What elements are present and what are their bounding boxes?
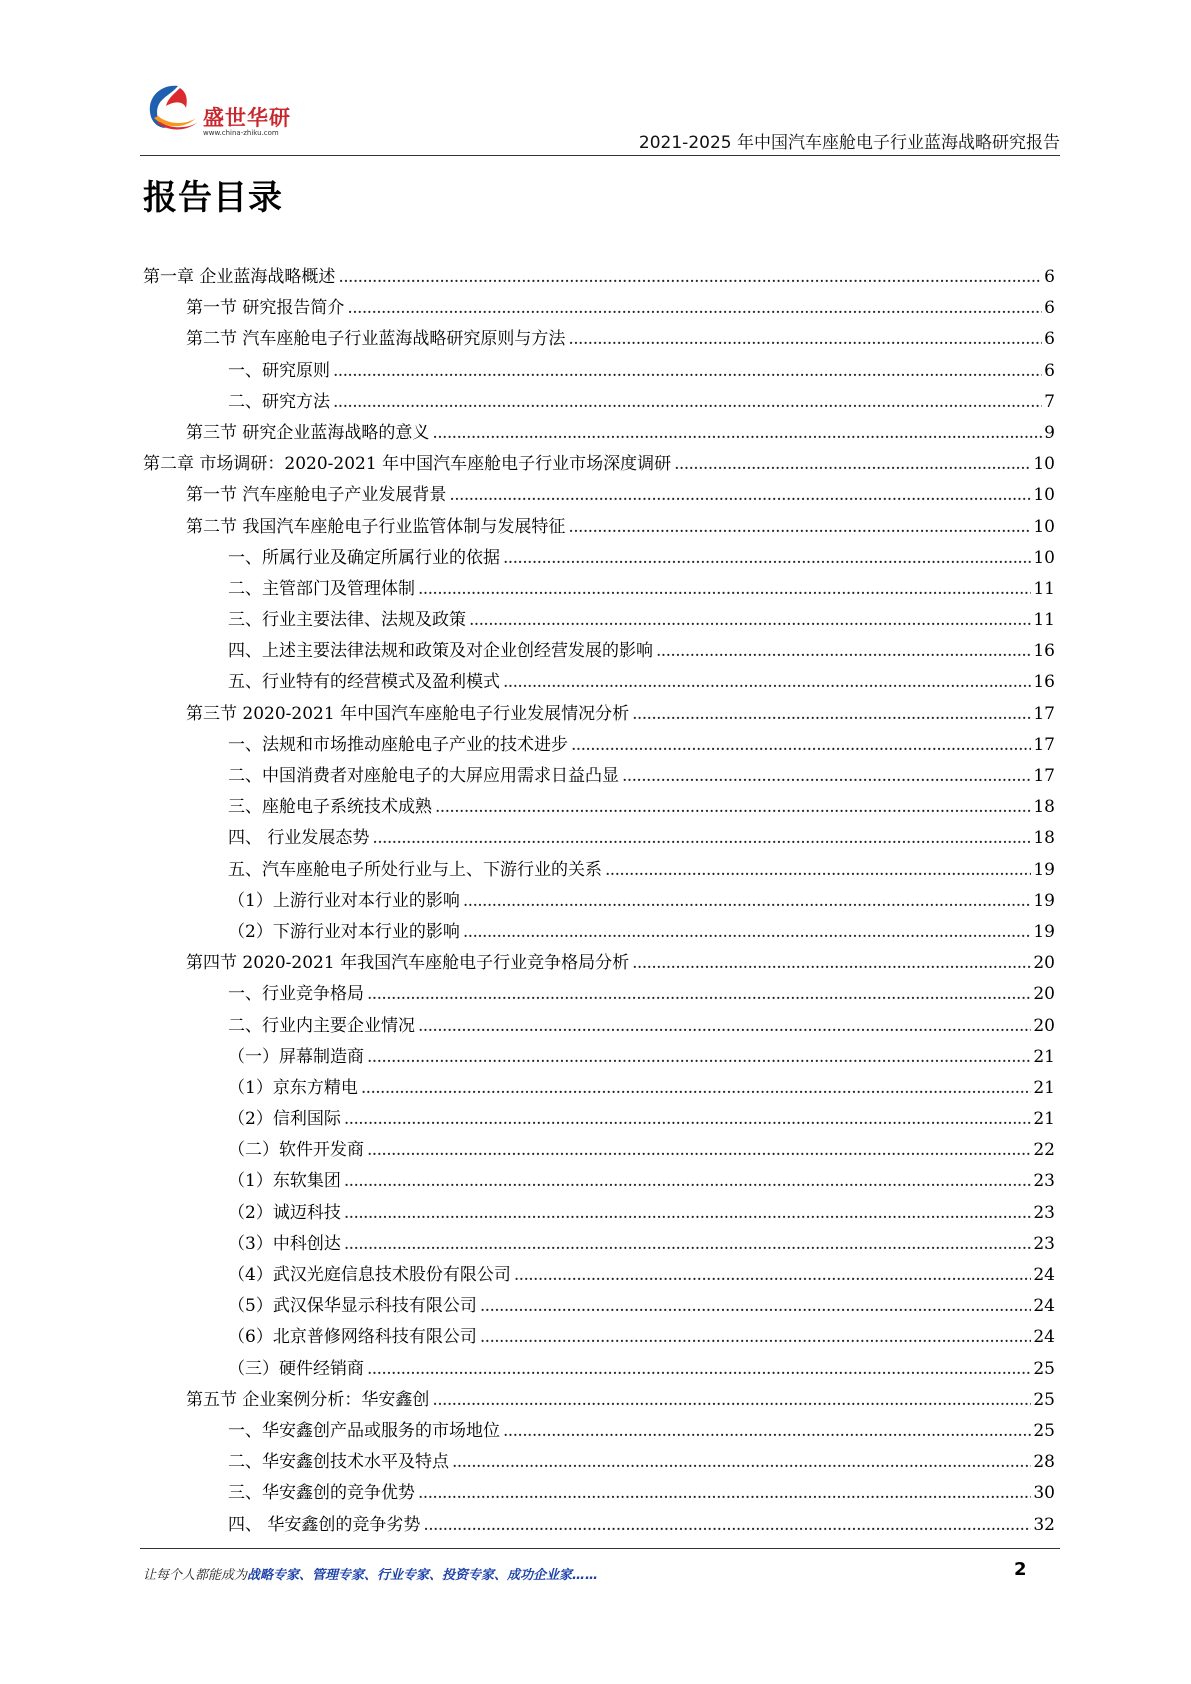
toc-entry-page: 19 <box>1033 921 1055 942</box>
toc-entry[interactable] <box>143 1198 1055 1229</box>
toc-entry-page: 10 <box>1033 547 1055 568</box>
toc-entry[interactable] <box>143 1135 1055 1166</box>
toc-entry-page: 30 <box>1033 1483 1055 1504</box>
toc-entry[interactable] <box>143 730 1055 761</box>
toc-entry-label: 二、主管部门及管理体制 <box>228 578 415 599</box>
toc-entry[interactable] <box>143 1073 1055 1104</box>
toc-entry[interactable] <box>143 1322 1055 1353</box>
footer-slogan-highlight: 战略专家、管理专家、行业专家、投资专家、成功企业家…… <box>247 1568 599 1583</box>
page-title: 报告目录 <box>143 178 283 218</box>
page-number: 2 <box>1014 1559 1027 1580</box>
toc-entry-label: 二、研究方法 <box>228 391 330 412</box>
toc-entry-page: 25 <box>1033 1420 1055 1441</box>
logo-name: 盛世华研 <box>203 106 291 130</box>
toc-entry[interactable] <box>143 761 1055 792</box>
toc-leader-dots <box>449 480 1031 511</box>
toc-entry[interactable] <box>143 1447 1055 1478</box>
toc-entry-page: 10 <box>1033 454 1055 475</box>
toc-entry-page: 21 <box>1033 1109 1055 1130</box>
toc-entry-page: 21 <box>1033 1077 1055 1098</box>
toc-entry-page: 23 <box>1033 1233 1055 1254</box>
toc-entry[interactable] <box>143 1510 1055 1541</box>
toc-entry-label: 第三节 研究企业蓝海战略的意义 <box>186 422 430 443</box>
toc-leader-dots <box>347 293 1042 324</box>
toc-leader-dots <box>344 1166 1032 1197</box>
toc-entry[interactable] <box>143 1354 1055 1385</box>
toc-entry[interactable] <box>143 1478 1055 1509</box>
toc-entry-label: 一、行业竞争格局 <box>228 984 364 1005</box>
toc-entry[interactable] <box>143 605 1055 636</box>
toc-entry[interactable] <box>143 1260 1055 1291</box>
toc-leader-dots <box>463 886 1032 917</box>
toc-entry-page: 11 <box>1033 610 1055 631</box>
toc-entry-label: （3）中科创达 <box>228 1233 341 1254</box>
toc-entry[interactable] <box>143 262 1055 293</box>
toc-leader-dots <box>452 1447 1031 1478</box>
toc-entry-label: 第一节 汽车座舱电子产业发展背景 <box>186 485 447 506</box>
toc-leader-dots <box>432 1385 1031 1416</box>
toc-entry-page: 18 <box>1033 797 1055 818</box>
toc-leader-dots <box>571 730 1031 761</box>
toc-entry[interactable] <box>143 480 1055 511</box>
toc-entry-label: 五、汽车座舱电子所处行业与上、下游行业的关系 <box>228 859 602 880</box>
toc-entry-label: 第一章 企业蓝海战略概述 <box>143 267 336 287</box>
toc-entry[interactable] <box>143 699 1055 730</box>
toc-leader-dots <box>367 979 1031 1010</box>
toc-entry[interactable] <box>143 418 1055 449</box>
toc-entry-page: 23 <box>1033 1202 1055 1223</box>
toc-entry-page: 9 <box>1044 422 1055 443</box>
toc-leader-dots <box>632 699 1031 730</box>
toc-entry-label: （2）信利国际 <box>228 1109 341 1130</box>
toc-leader-dots <box>480 1291 1032 1322</box>
footer-slogan <box>143 1564 598 1583</box>
toc-entry-label: 一、华安鑫创产品或服务的市场地位 <box>228 1420 500 1441</box>
toc-entry-label: 三、座舱电子系统技术成熟 <box>228 797 432 818</box>
table-of-contents <box>143 262 1055 1541</box>
toc-leader-dots <box>418 1011 1031 1042</box>
logo-url: www.china-zhiku.com <box>203 129 279 137</box>
toc-entry-page: 16 <box>1033 672 1055 693</box>
toc-entry-page: 23 <box>1033 1171 1055 1192</box>
toc-leader-dots <box>344 1104 1032 1135</box>
toc-entry[interactable] <box>143 543 1055 574</box>
toc-entry-page: 16 <box>1033 641 1055 662</box>
toc-entry-label: （1）东软集团 <box>228 1171 341 1192</box>
toc-entry-page: 24 <box>1033 1327 1055 1348</box>
toc-leader-dots <box>514 1260 1032 1291</box>
toc-entry-page: 7 <box>1044 391 1055 412</box>
toc-entry[interactable] <box>143 449 1055 480</box>
toc-leader-dots <box>418 1478 1031 1509</box>
toc-entry-page: 19 <box>1033 890 1055 911</box>
toc-leader-dots <box>338 262 1042 293</box>
toc-entry-label: 第二节 我国汽车座舱电子行业监管体制与发展特征 <box>186 516 566 537</box>
toc-entry-label: （二）软件开发商 <box>228 1140 364 1161</box>
toc-entry-page: 22 <box>1033 1140 1055 1161</box>
toc-entry-label: 一、法规和市场推动座舱电子产业的技术进步 <box>228 734 568 755</box>
toc-entry-page: 17 <box>1033 734 1055 755</box>
toc-leader-dots <box>423 1510 1031 1541</box>
toc-leader-dots <box>480 1322 1032 1353</box>
toc-entry-page: 20 <box>1033 984 1055 1005</box>
toc-leader-dots <box>367 1042 1031 1073</box>
toc-entry-label: 第二章 市场调研：2020-2021 年中国汽车座舱电子行业市场深度调研 <box>143 454 672 475</box>
toc-leader-dots <box>605 855 1031 886</box>
toc-leader-dots <box>361 1073 1032 1104</box>
toc-entry-label: 一、研究原则 <box>228 360 330 381</box>
toc-entry-label: （三）硬件经销商 <box>228 1358 364 1379</box>
toc-entry-label: 二、行业内主要企业情况 <box>228 1015 415 1036</box>
toc-entry[interactable] <box>143 293 1055 324</box>
toc-entry-page: 25 <box>1033 1358 1055 1379</box>
toc-entry[interactable] <box>143 948 1055 979</box>
toc-entry-page: 17 <box>1033 703 1055 724</box>
toc-entry-label: （5）武汉保华显示科技有限公司 <box>228 1296 477 1317</box>
toc-leader-dots <box>344 1198 1032 1229</box>
toc-entry-page: 21 <box>1033 1046 1055 1067</box>
toc-entry[interactable] <box>143 1385 1055 1416</box>
toc-leader-dots <box>503 543 1031 574</box>
toc-entry-page: 10 <box>1033 516 1055 537</box>
toc-entry-label: （1）上游行业对本行业的影响 <box>228 890 460 911</box>
page-header <box>140 78 1060 158</box>
toc-entry-page: 24 <box>1033 1296 1055 1317</box>
toc-entry-page: 20 <box>1033 1015 1055 1036</box>
toc-leader-dots <box>333 387 1042 418</box>
toc-entry-page: 11 <box>1033 578 1055 599</box>
toc-entry-label: 二、中国消费者对座舱电子的大屏应用需求日益凸显 <box>228 766 619 786</box>
toc-entry-page: 32 <box>1033 1514 1055 1535</box>
header-divider <box>140 155 1060 156</box>
toc-leader-dots <box>503 667 1031 698</box>
toc-entry-page: 24 <box>1033 1265 1055 1285</box>
toc-entry-label: （一）屏幕制造商 <box>228 1046 364 1067</box>
toc-entry-label: （1）京东方精电 <box>228 1077 358 1098</box>
toc-entry[interactable] <box>143 574 1055 605</box>
toc-entry[interactable] <box>143 636 1055 667</box>
toc-entry-label: 五、行业特有的经营模式及盈利模式 <box>228 672 500 693</box>
toc-leader-dots <box>622 761 1031 792</box>
toc-entry-label: 一、所属行业及确定所属行业的依据 <box>228 547 500 568</box>
toc-leader-dots <box>372 823 1031 854</box>
toc-leader-dots <box>435 792 1031 823</box>
toc-entry[interactable] <box>143 1166 1055 1197</box>
toc-entry-label: 四、 行业发展态势 <box>228 828 370 849</box>
toc-entry-label: （4）武汉光庭信息技术股份有限公司 <box>228 1265 511 1285</box>
toc-entry-page: 6 <box>1044 329 1055 350</box>
toc-leader-dots <box>418 574 1031 605</box>
toc-entry-label: 第五节 企业案例分析：华安鑫创 <box>186 1389 430 1410</box>
toc-entry[interactable] <box>143 792 1055 823</box>
toc-entry[interactable] <box>143 1042 1055 1073</box>
toc-entry-page: 18 <box>1033 828 1055 849</box>
toc-entry[interactable] <box>143 1104 1055 1135</box>
toc-entry-label: 第一节 研究报告简介 <box>186 298 345 319</box>
toc-entry[interactable] <box>143 667 1055 698</box>
toc-entry-page: 6 <box>1044 267 1055 287</box>
toc-leader-dots <box>469 605 1031 636</box>
toc-entry-label: 第三节 2020-2021 年中国汽车座舱电子行业发展情况分析 <box>186 703 630 724</box>
toc-leader-dots <box>656 636 1031 667</box>
toc-entry-page: 17 <box>1033 766 1055 786</box>
toc-entry-label: （2）下游行业对本行业的影响 <box>228 921 460 942</box>
toc-entry-label: 三、行业主要法律、法规及政策 <box>228 610 466 631</box>
footer-slogan-prefix: 让每个人都能成为 <box>143 1568 248 1583</box>
toc-entry-label: 二、华安鑫创技术水平及特点 <box>228 1452 449 1473</box>
toc-entry[interactable] <box>143 1229 1055 1260</box>
toc-entry-page: 19 <box>1033 859 1055 880</box>
toc-leader-dots <box>674 449 1031 480</box>
toc-entry[interactable] <box>143 1291 1055 1322</box>
toc-entry-label: 四、上述主要法律法规和政策及对企业创经营发展的影响 <box>228 641 653 662</box>
toc-entry[interactable] <box>143 917 1055 948</box>
toc-leader-dots <box>503 1416 1031 1447</box>
toc-leader-dots <box>333 356 1042 387</box>
toc-entry-page: 6 <box>1044 360 1055 381</box>
report-title: 2021-2025 年中国汽车座舱电子行业蓝海战略研究报告 <box>638 133 1060 153</box>
toc-entry-page: 10 <box>1033 485 1055 506</box>
toc-entry[interactable] <box>143 1416 1055 1447</box>
toc-leader-dots <box>568 324 1042 355</box>
toc-entry[interactable] <box>143 387 1055 418</box>
toc-entry-page: 28 <box>1033 1452 1055 1473</box>
toc-entry-label: 第二节 汽车座舱电子行业蓝海战略研究原则与方法 <box>186 329 566 350</box>
toc-entry[interactable] <box>143 356 1055 387</box>
toc-entry-page: 25 <box>1033 1389 1055 1410</box>
toc-leader-dots <box>632 948 1031 979</box>
toc-entry[interactable] <box>143 1011 1055 1042</box>
toc-entry[interactable] <box>143 979 1055 1010</box>
toc-entry-page: 6 <box>1044 298 1055 319</box>
toc-entry-page: 20 <box>1033 953 1055 974</box>
toc-entry-label: （6）北京普修网络科技有限公司 <box>228 1327 477 1348</box>
toc-entry-label: 三、华安鑫创的竞争优势 <box>228 1483 415 1504</box>
toc-entry[interactable] <box>143 512 1055 543</box>
toc-entry[interactable] <box>143 855 1055 886</box>
toc-leader-dots <box>432 418 1042 449</box>
toc-entry-label: 第四节 2020-2021 年我国汽车座舱电子行业竞争格局分析 <box>186 953 630 974</box>
toc-leader-dots <box>367 1135 1031 1166</box>
toc-entry-label: （2）诚迈科技 <box>228 1202 341 1223</box>
toc-leader-dots <box>463 917 1032 948</box>
toc-leader-dots <box>344 1229 1032 1260</box>
toc-entry-label: 四、 华安鑫创的竞争劣势 <box>228 1514 421 1535</box>
toc-entry[interactable] <box>143 823 1055 854</box>
footer-divider <box>140 1548 1060 1549</box>
toc-entry[interactable] <box>143 886 1055 917</box>
logo-emblem-icon <box>140 78 202 140</box>
toc-entry[interactable] <box>143 324 1055 355</box>
toc-leader-dots <box>367 1354 1031 1385</box>
toc-leader-dots <box>568 512 1031 543</box>
company-logo <box>140 78 310 148</box>
